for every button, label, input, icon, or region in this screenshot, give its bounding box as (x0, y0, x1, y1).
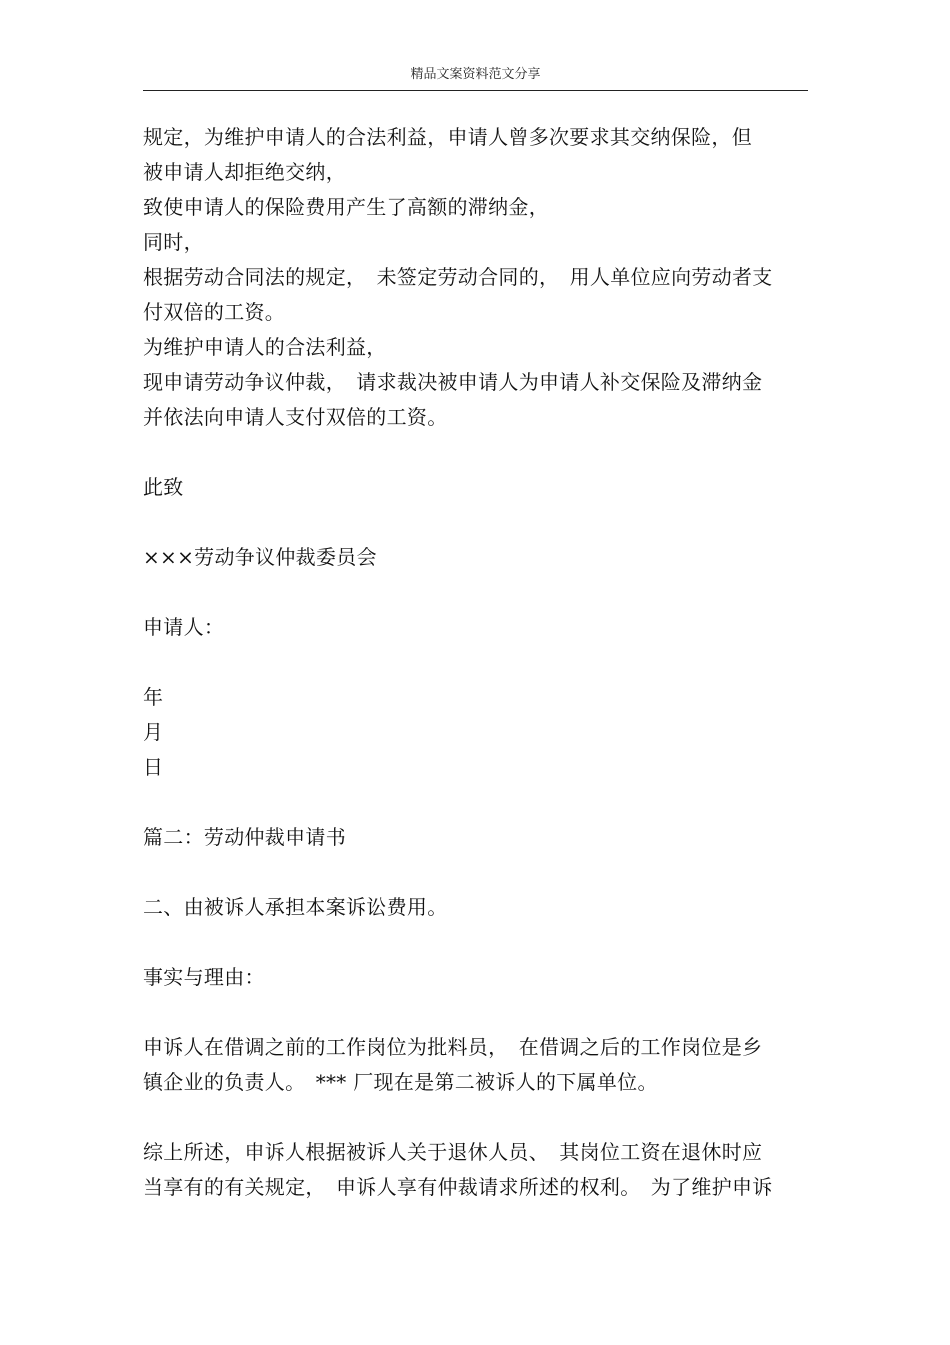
body-line: 致使申请人的保险费用产生了高额的滞纳金， (143, 195, 549, 219)
blank-line (143, 575, 808, 610)
section-title: 篇二：劳动仲裁申请书 (143, 825, 346, 849)
page-header (143, 64, 808, 91)
facts-heading: 事实与理由： (143, 965, 265, 989)
date-day: 日 (143, 755, 164, 779)
header-title: 精品文案资料范文分享 (410, 67, 541, 82)
body-line: 并依法向申请人支付双倍的工资。 (143, 405, 448, 429)
body-line: 现申请劳动争议仲裁， 请求裁决被申请人为申请人补交保险及滞纳金 (143, 370, 763, 394)
blank-line (143, 855, 808, 890)
document-body (143, 120, 808, 1205)
body-line: 规定，为维护申请人的合法利益，申请人曾多次要求其交纳保险，但 (143, 125, 752, 149)
body-line: 同时， (143, 230, 204, 254)
blank-line (143, 785, 808, 820)
body-line: 付双倍的工资。 (143, 300, 286, 324)
blank-line (143, 505, 808, 540)
body-line: 申诉人在借调之前的工作岗位为批料员， 在借调之后的工作岗位是乡 (143, 1035, 763, 1059)
blank-line (143, 1100, 808, 1135)
body-line: 被申请人却拒绝交纳， (143, 160, 346, 184)
blank-line (143, 995, 808, 1030)
recipient: ×××劳动争议仲裁委员会 (143, 545, 377, 569)
body-line: 根据劳动合同法的规定， 未签定劳动合同的， 用人单位应向劳动者支 (143, 265, 773, 289)
salutation: 此致 (143, 475, 184, 499)
blank-line (143, 435, 808, 470)
body-line: 当享有的有关规定， 申诉人享有仲裁请求所述的权利。 为了维护申诉 (143, 1175, 773, 1199)
blank-line (143, 925, 808, 960)
body-line: 综上所述，申诉人根据被诉人关于退休人员、 其岗位工资在退休时应 (143, 1140, 763, 1164)
body-line: 镇企业的负责人。 *** 厂现在是第二被诉人的下属单位。 (143, 1070, 658, 1094)
date-year: 年 (143, 685, 164, 709)
body-line: 为维护申请人的合法利益， (143, 335, 387, 359)
blank-line (143, 645, 808, 680)
body-line: 二、由被诉人承担本案诉讼费用。 (143, 895, 448, 919)
date-month: 月 (143, 720, 164, 744)
applicant-label: 申请人： (143, 615, 225, 639)
